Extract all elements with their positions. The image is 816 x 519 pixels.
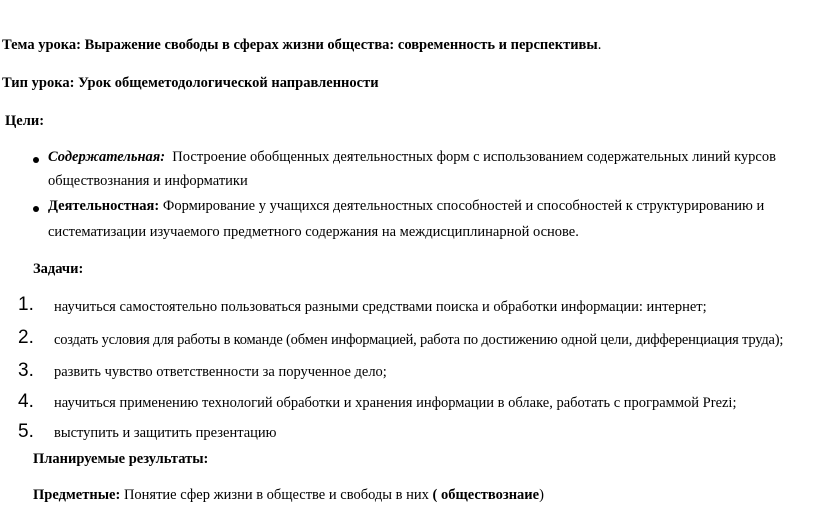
- lesson-topic-text: Выражение свободы в сферах жизни общества: современность и перспективы: [84, 37, 598, 53]
- task-number: 5.: [18, 421, 34, 442]
- results-heading: Планируемые результаты:: [33, 451, 209, 467]
- tasks-heading: Задачи:: [33, 261, 84, 277]
- goal-label: Содержательная:: [48, 149, 166, 165]
- bullet-icon: [33, 157, 39, 163]
- lesson-type-text: Урок общеметодологической направленности: [78, 75, 379, 91]
- task-text: выступить и защитить презентацию: [54, 425, 277, 441]
- subject-paren-open: (: [432, 487, 438, 503]
- goal-label: Деятельностная:: [48, 198, 160, 214]
- lesson-type: [2, 75, 379, 92]
- subject-results: [33, 487, 544, 504]
- goal-text: Построение обобщенных деятельностных форм с использованием содержательных линий курсов: [172, 149, 776, 165]
- task-number: 2.: [18, 327, 34, 348]
- task-text: научиться применению технологий обработки и хранения информации в облаке, работать с программой Prezi;: [54, 395, 737, 411]
- task-text: развить чувство ответственности за порученное дело;: [54, 364, 387, 380]
- subject-paren-close: ): [539, 487, 544, 503]
- task-number: 1.: [18, 294, 34, 315]
- goal-text: Формирование у учащихся деятельностных способностей и способностей к структурированию и: [162, 198, 765, 214]
- goal-item-content-line1: [48, 149, 776, 166]
- task-text: создать условия для работы в команде (обмен информацией, работа по достижению одной цели, дифференциация труда);: [54, 332, 784, 348]
- goal-item-activity-line1: [48, 198, 764, 215]
- task-number: 4.: [18, 391, 34, 412]
- goal-item-content-line2: обществознания и информатики: [48, 173, 248, 189]
- task-text: научиться самостоятельно пользоваться разными средствами поиска и обработки информации: интернет;: [54, 299, 707, 315]
- subject-label: Предметные:: [33, 487, 121, 503]
- subject-text: Понятие сфер жизни в обществе и свободы в них: [123, 487, 429, 503]
- lesson-topic-label: Тема урока:: [2, 37, 81, 53]
- lesson-topic-tail: .: [597, 37, 602, 53]
- goals-heading: Цели:: [5, 113, 45, 129]
- bullet-icon: [33, 206, 39, 212]
- subject-paren-bold: обществознаие: [437, 487, 540, 503]
- lesson-topic: [2, 37, 601, 54]
- goal-item-activity-line2: систематизации изучаемого предметного содержания на междисциплинарной основе.: [48, 224, 579, 240]
- lesson-type-label: Тип урока:: [2, 75, 75, 91]
- task-number: 3.: [18, 360, 34, 381]
